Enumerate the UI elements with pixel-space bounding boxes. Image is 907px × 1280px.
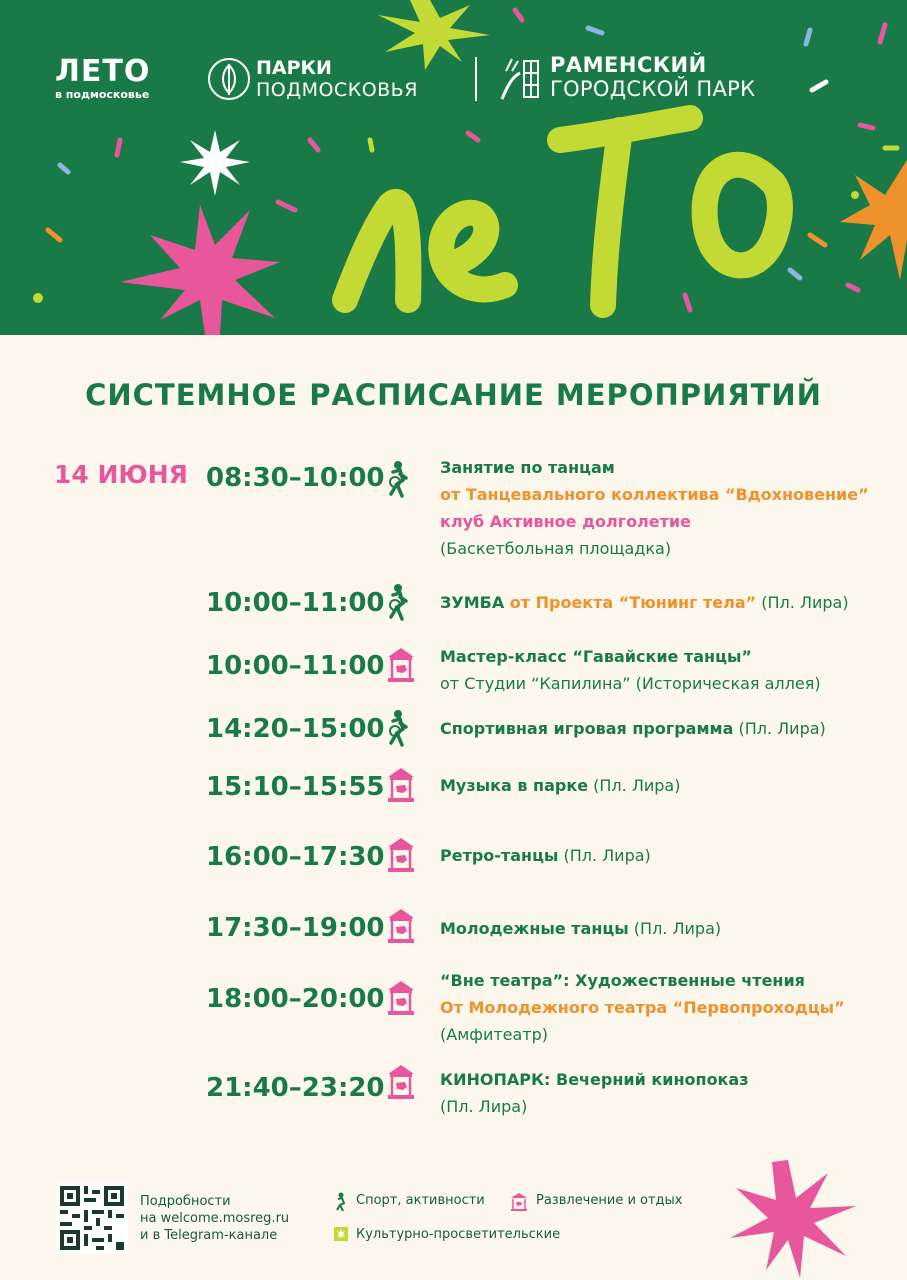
event-description	[440, 842, 651, 869]
parki-logo-line1: ПАРКИ	[256, 57, 332, 79]
ramensky-park-logo-icon	[498, 55, 544, 103]
event-location: (Пл. Лира)	[558, 846, 651, 865]
event-location: (Пл. Лира)	[588, 776, 681, 795]
parki-logo	[256, 57, 418, 101]
event-time: 08:30–10:00	[206, 463, 385, 493]
event-title: Молодежные танцы	[440, 919, 629, 938]
ramensky-logo-line2: ГОРОДСКОЙ ПАРК	[550, 77, 756, 101]
carousel-icon	[386, 907, 416, 949]
event-club: клуб Активное долголетие	[440, 512, 691, 531]
hero-lettering	[345, 118, 780, 305]
event-time: 17:30–19:00	[206, 913, 385, 943]
header-banner	[0, 0, 907, 335]
event-time: 18:00–20:00	[206, 984, 385, 1014]
event-time: 21:40–23:20	[206, 1073, 385, 1103]
carousel-icon	[386, 836, 416, 878]
white-star-icon	[180, 130, 250, 196]
event-description	[440, 643, 821, 697]
event-description	[440, 1066, 749, 1120]
event-location: (Пл. Лира)	[440, 1097, 528, 1116]
confetti-decoration	[0, 0, 907, 335]
event-description	[440, 589, 849, 616]
sport-icon	[386, 460, 410, 502]
legend-fun	[510, 1192, 683, 1216]
event-time: 10:00–11:00	[206, 651, 385, 681]
legend-culture-label: Культурно-просветительские	[356, 1227, 561, 1242]
event-time: 14:20–15:00	[206, 714, 385, 744]
event-description	[440, 967, 845, 1048]
event-title: КИНОПАРК: Вечерний кинопоказ	[440, 1070, 749, 1089]
event-title: ЗУМБА	[440, 593, 505, 612]
event-title: Мастер-класс “Гавайские танцы”	[440, 647, 752, 666]
legend-sport	[334, 1192, 485, 1216]
event-organizer: от Проекта “Тюнинг тела”	[504, 593, 757, 612]
sport-icon	[386, 709, 410, 751]
event-title: Ретро-танцы	[440, 846, 559, 865]
carousel-icon	[386, 766, 416, 808]
sport-icon	[386, 583, 410, 625]
carousel-icon	[386, 646, 416, 688]
event-description	[440, 715, 826, 742]
qr-code-icon[interactable]	[56, 1182, 128, 1254]
footer-info-link[interactable]: на welcome.mosreg.ru	[140, 1211, 290, 1226]
event-organizer: От Молодежного театра “Первопроходцы”	[440, 998, 845, 1017]
leaf-logo-icon	[207, 57, 251, 101]
event-time: 16:00–17:30	[206, 842, 385, 872]
event-title: Занятие по танцам	[440, 458, 615, 477]
event-title: Музыка в парке	[440, 776, 589, 795]
leto-logo	[55, 54, 151, 101]
event-date: 14 ИЮНЯ	[54, 460, 188, 489]
carousel-icon	[386, 1063, 416, 1105]
event-title: “Вне театра”: Художественные чтения	[440, 971, 805, 990]
legend-fun-label: Развлечение и отдых	[536, 1193, 683, 1208]
event-location: (Пл. Лира)	[756, 593, 849, 612]
event-time: 15:10–15:55	[206, 772, 385, 802]
event-location: (Пл. Лира)	[733, 719, 826, 738]
ramensky-park-logo	[550, 53, 755, 101]
event-location: (Баскетбольная площадка)	[440, 539, 672, 558]
event-location: (Пл. Лира)	[628, 919, 722, 938]
event-description	[440, 454, 869, 562]
event-title: Спортивная игровая программа	[440, 719, 734, 738]
event-location: (Амфитеатр)	[440, 1025, 549, 1044]
culture-icon	[334, 1226, 348, 1242]
orange-burst-icon	[840, 160, 907, 280]
event-description	[440, 772, 680, 799]
sport-icon	[334, 1192, 348, 1212]
carousel-icon	[386, 979, 416, 1021]
leto-logo-subtitle: в подмосковье	[55, 88, 150, 101]
parki-logo-line2: ПОДМОСКОВЬЯ	[256, 79, 418, 101]
footer-info	[140, 1193, 289, 1244]
legend-culture	[334, 1226, 561, 1246]
leto-logo-text: ЛЕТО	[55, 54, 151, 89]
event-organizer: от Танцевального коллектива “Вдохновение”	[440, 485, 869, 504]
footer-info-line1: Подробности	[140, 1194, 231, 1209]
page-title: СИСТЕМНОЕ РАСПИСАНИЕ МЕРОПРИЯТИЙ	[85, 378, 822, 412]
pink-burst-icon	[728, 1158, 858, 1280]
carousel-icon	[510, 1192, 528, 1212]
logo-divider	[475, 57, 477, 101]
pink-burst-icon	[120, 205, 280, 335]
footer-info-line3: и в Telegram-канале	[140, 1228, 278, 1243]
event-organizer: от Студии “Капилина” (Историческая аллея)	[440, 674, 821, 693]
event-time: 10:00–11:00	[206, 588, 385, 618]
legend-sport-label: Спорт, активности	[356, 1193, 485, 1208]
event-description	[440, 915, 721, 942]
ramensky-logo-line1: РАМЕНСКИЙ	[550, 53, 707, 77]
